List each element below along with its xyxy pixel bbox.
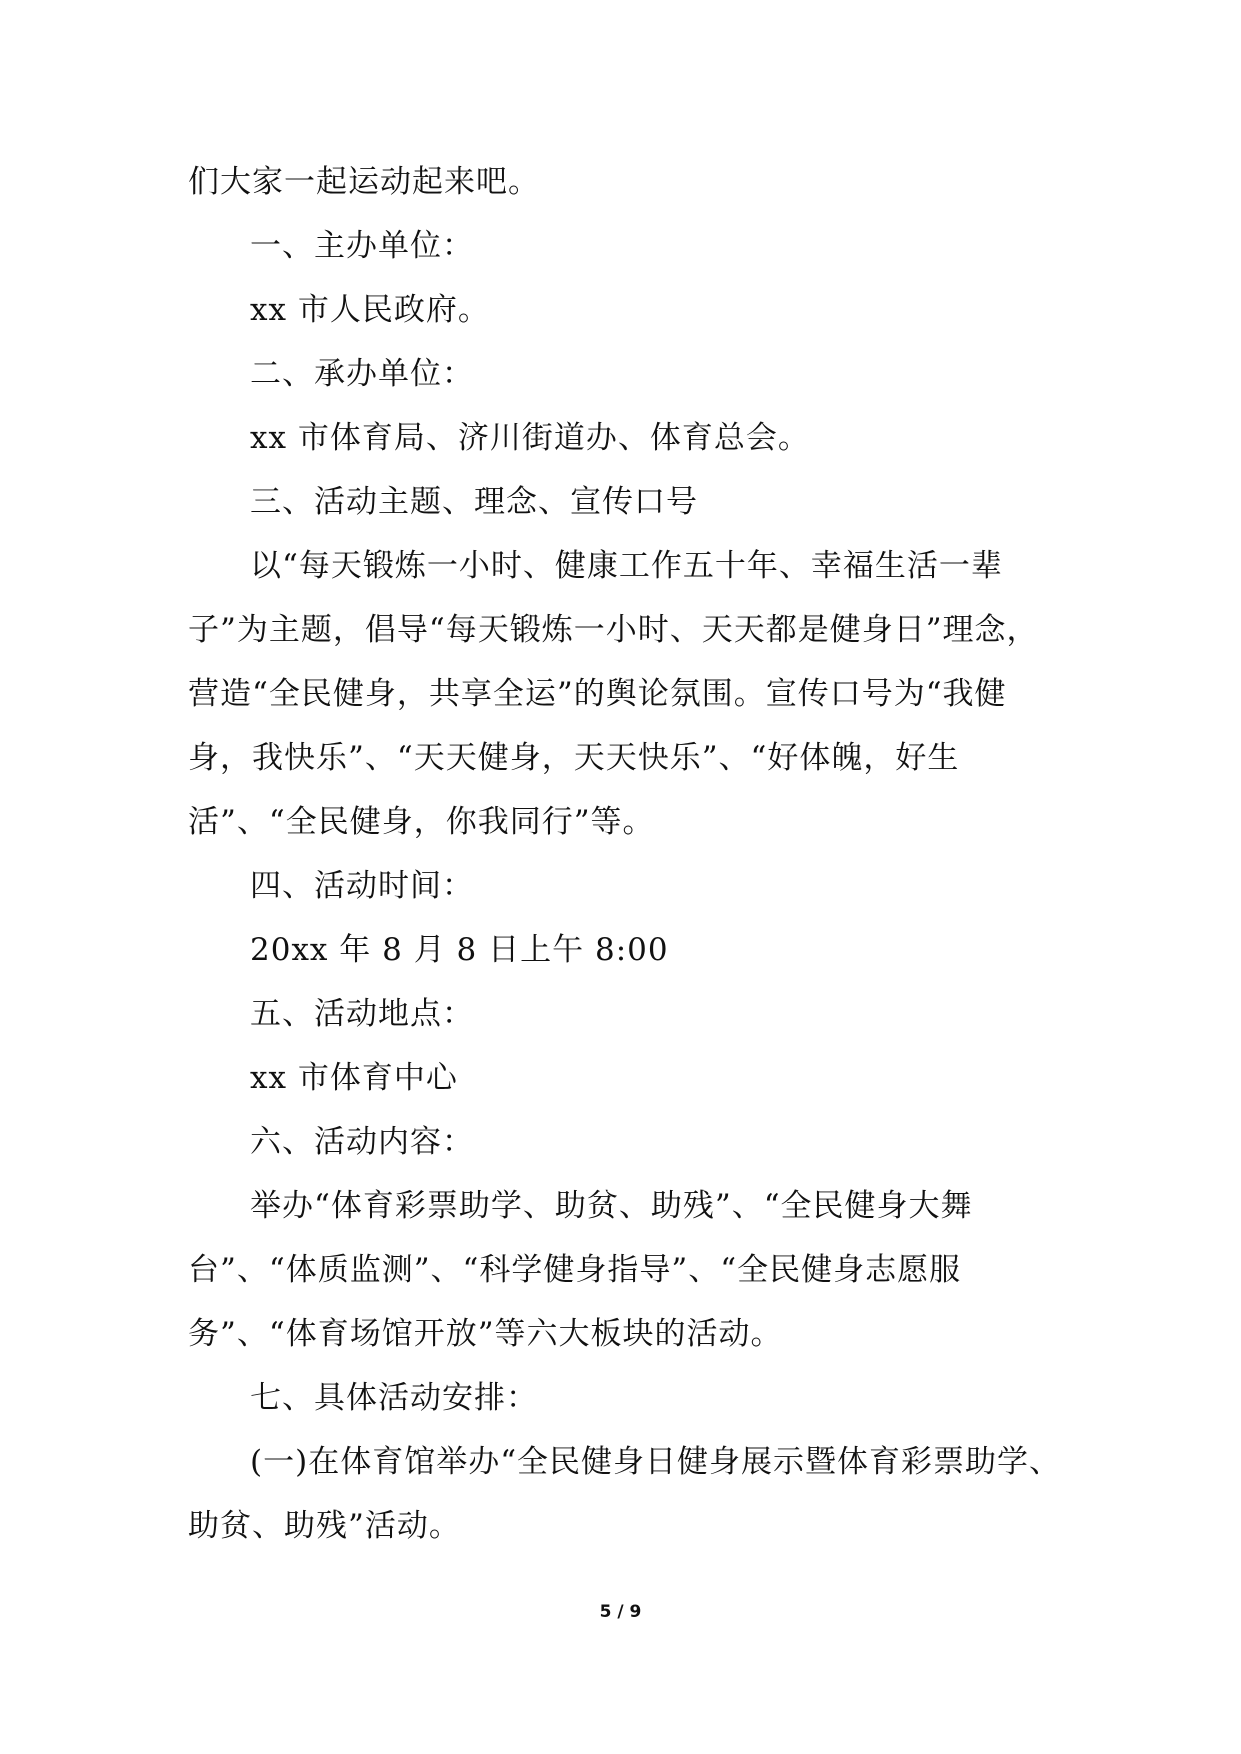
section-heading: 五、活动地点： xyxy=(250,996,474,1032)
section-heading: 七、具体活动安排： xyxy=(250,1380,538,1416)
paragraph: 举办“体育彩票助学、助贫、助残”、“全民健身大舞台”、“体质监测”、“科学健身指导”、“全民健身志愿服务”、“体育场馆开放”等六大板块的活动。 xyxy=(188,1188,973,1352)
section-heading: 六、活动内容： xyxy=(250,1124,474,1160)
section-heading: 三、活动主题、理念、宣传口号 xyxy=(250,484,698,520)
paragraph: (一)在体育馆举办“全民健身日健身展示暨体育彩票助学、助贫、助残”活动。 xyxy=(188,1444,1062,1544)
paragraph: xx 市人民政府。 xyxy=(250,292,490,328)
page-number: 5 / 9 xyxy=(599,1602,642,1622)
paragraph: 20xx 年 8 月 8 日上午 8:00 xyxy=(250,932,669,968)
paragraph: 以“每天锻炼一小时、健康工作五十年、幸福生活一辈子”为主题，倡导“每天锻炼一小时、天天都是健身日”理念，营造“全民健身，共享全运”的舆论氛围。宣传口号为“我健身，我快乐”、“天天健身，天天快乐”、“好体魄，好生活”、“全民健身，你我同行”等。 xyxy=(188,548,1039,840)
section-heading: 四、活动时间： xyxy=(250,868,474,904)
paragraph: 们大家一起运动起来吧。 xyxy=(188,164,540,200)
paragraph: xx 市体育局、济川街道办、体育总会。 xyxy=(250,420,810,456)
section-heading: 二、承办单位： xyxy=(250,356,474,392)
paragraph: xx 市体育中心 xyxy=(250,1060,458,1096)
section-heading: 一、主办单位： xyxy=(250,228,474,264)
document-body xyxy=(188,150,1068,1558)
